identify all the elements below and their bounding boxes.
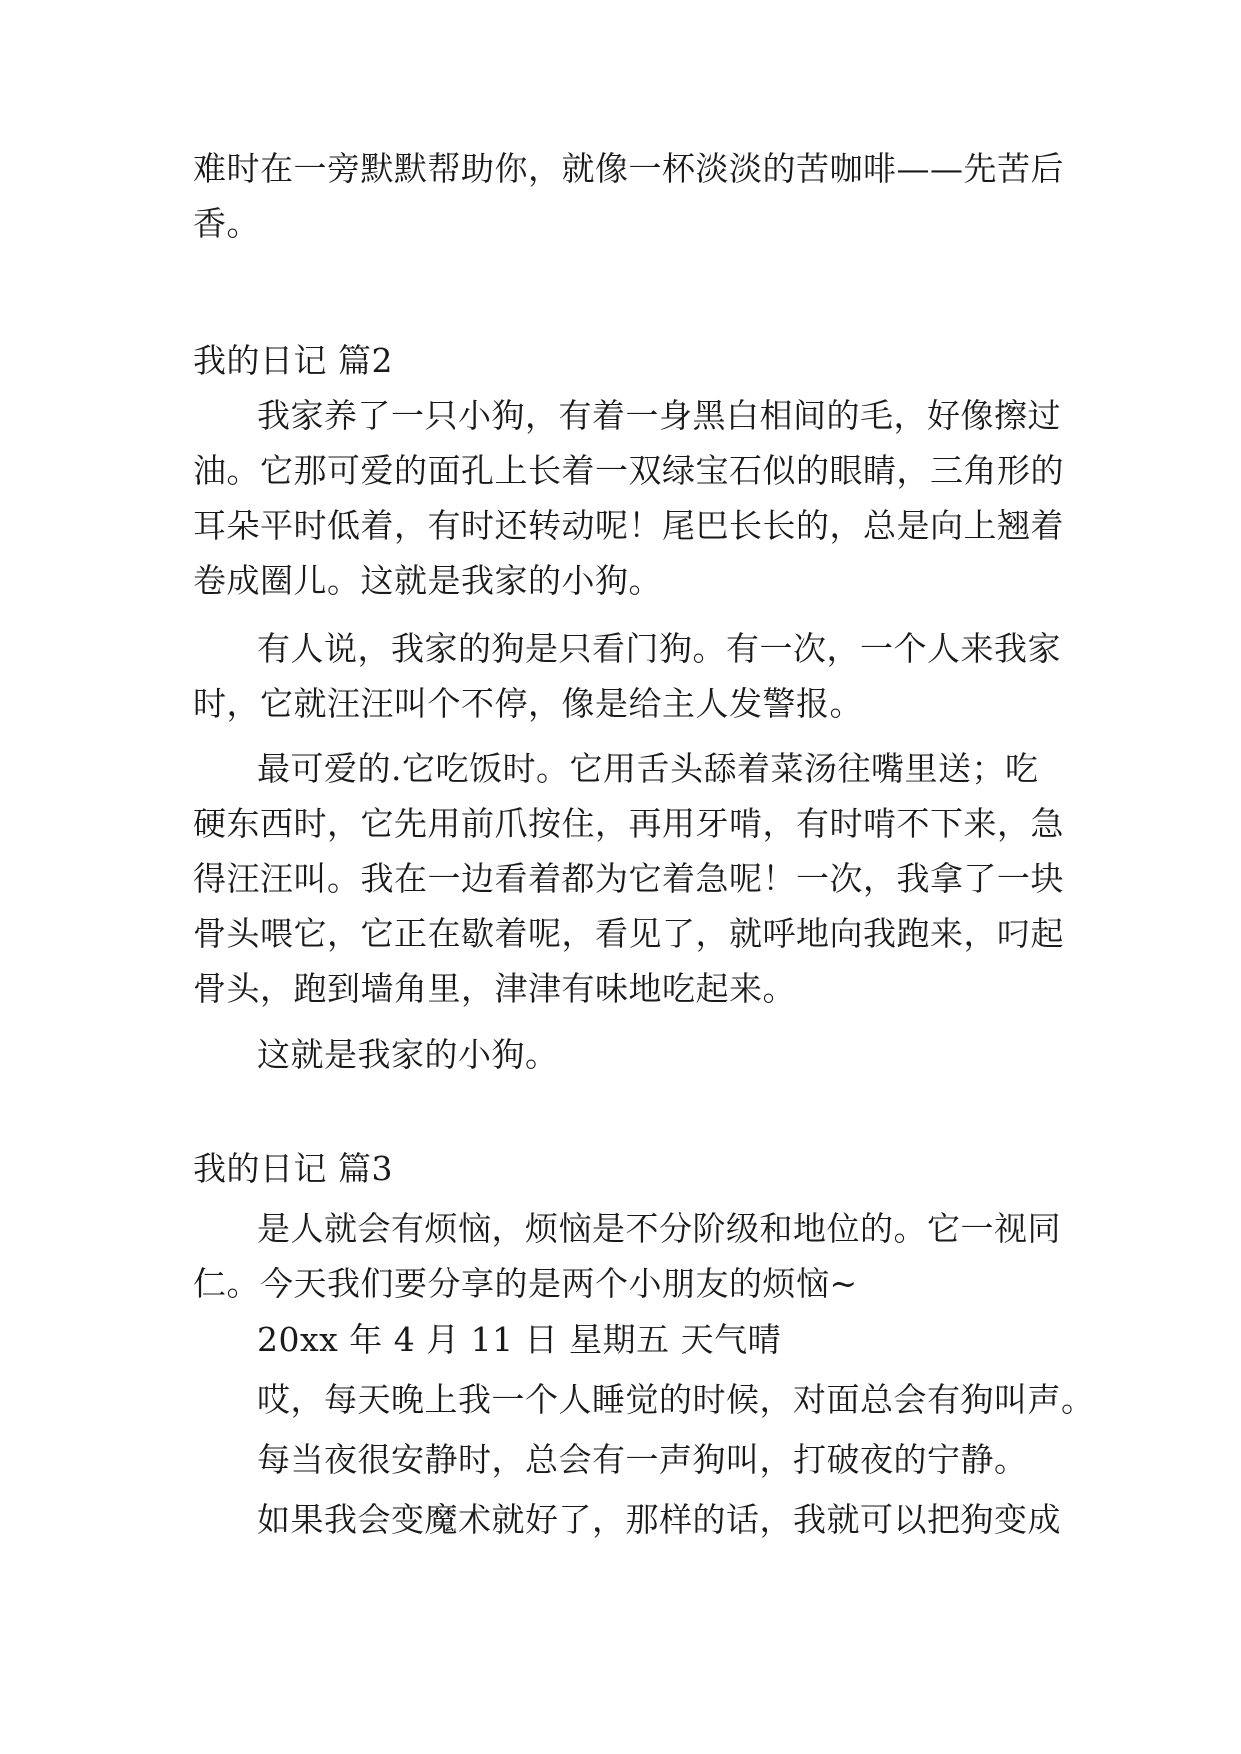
paragraph-start: 我家养了一只小狗，有着一身黑白相间的毛，好像擦过 [257,396,1061,435]
text-line: 香。 [193,204,260,243]
paragraph-start: 哎，每天晚上我一个人睡觉的时候，对面总会有狗叫声。 [257,1380,1095,1419]
paragraph-start: 是人就会有烦恼，烦恼是不分阶级和地位的。它一视同 [257,1209,1061,1248]
text-line: 卷成圈儿。这就是我家的小狗。 [193,561,662,600]
text-line: 骨头喂它，它正在歇着呢，看见了，就呼地向我跑来，叼起 [193,914,1064,953]
date-line: 20xx 年 4 月 11 日 星期五 天气晴 [257,1320,782,1359]
text-line: 仁。今天我们要分享的是两个小朋友的烦恼~ [193,1264,858,1303]
text-line: 骨头，跑到墙角里，津津有味地吃起来。 [193,969,796,1008]
paragraph-start: 有人说，我家的狗是只看门狗。有一次，一个人来我家 [257,629,1061,668]
text-line: 硬东西时，它先用前爪按住，再用牙啃，有时啃不下来，急 [193,804,1064,843]
text-line: 时，它就汪汪叫个不停，像是给主人发警报。 [193,684,863,723]
text-line: 得汪汪叫。我在一边看着都为它着急呢！一次，我拿了一块 [193,859,1064,898]
text-line: 耳朵平时低着，有时还转动呢！尾巴长长的，总是向上翘着 [193,506,1064,545]
text-line: 油。它那可爱的面孔上长着一双绿宝石似的眼睛，三角形的 [193,451,1064,490]
section-title: 我的日记 篇3 [193,1149,393,1188]
paragraph-start: 最可爱的.它吃饭时。它用舌头舔着菜汤往嘴里送；吃 [257,749,1039,788]
paragraph-start: 如果我会变魔术就好了，那样的话，我就可以把狗变成 [257,1500,1061,1539]
paragraph-start: 每当夜很安静时，总会有一声狗叫，打破夜的宁静。 [257,1440,1028,1479]
text-line: 难时在一旁默默帮助你，就像一杯淡淡的苦咖啡——先苦后 [193,149,1064,188]
section-title: 我的日记 篇2 [193,341,393,380]
paragraph-start: 这就是我家的小狗。 [257,1035,559,1074]
